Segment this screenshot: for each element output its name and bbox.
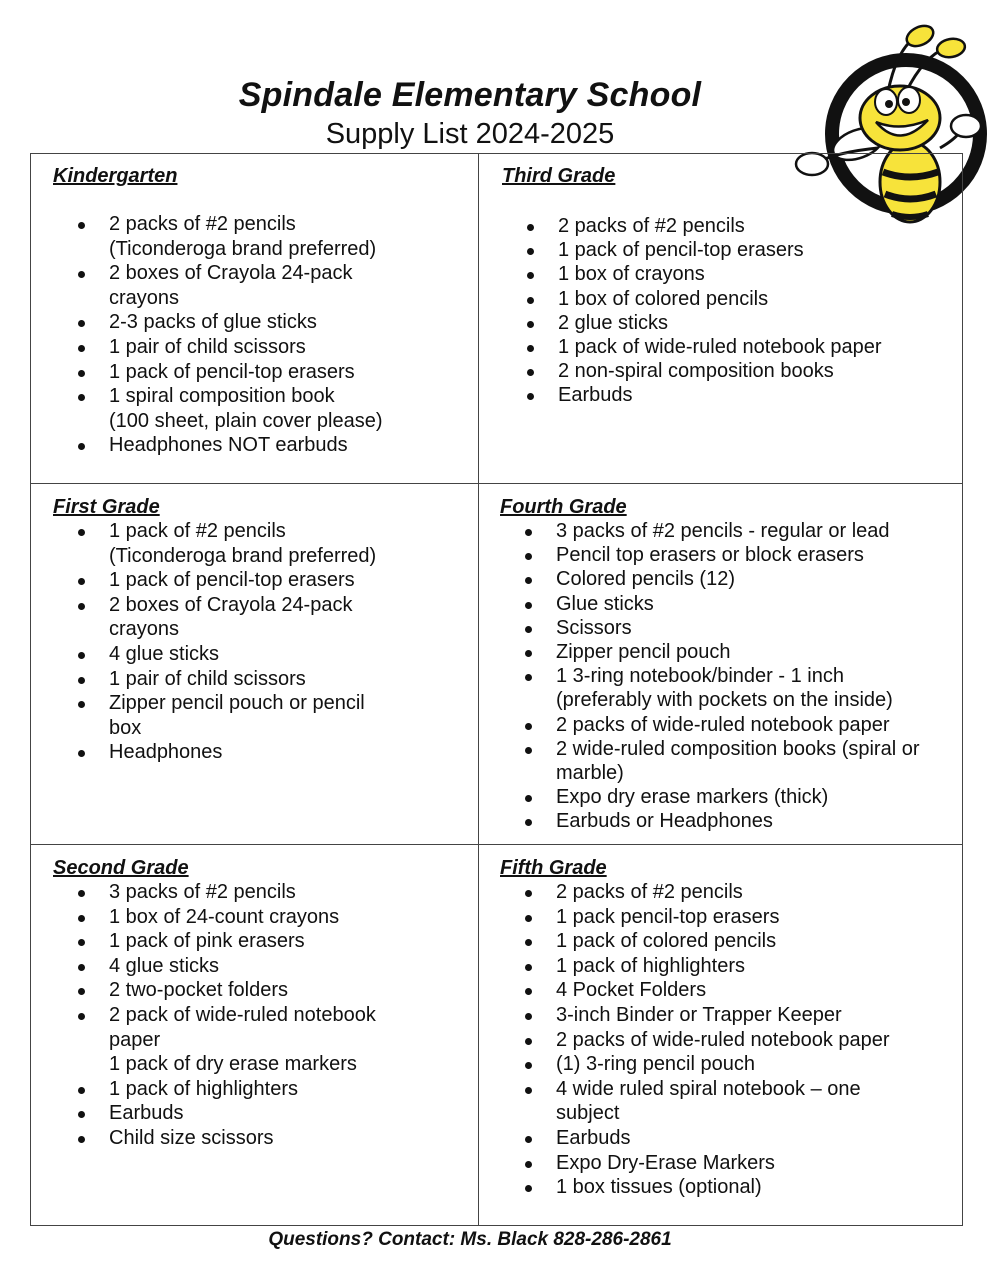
list-item: 3 packs of #2 pencils - regular or lead — [500, 519, 952, 543]
list-item: Zipper pencil pouch or pencil — [53, 691, 473, 716]
list-item: 1 pack pencil-top erasers — [500, 905, 952, 930]
second-grade-heading: Second Grade — [53, 857, 189, 879]
supply-grid — [30, 153, 963, 1226]
list-item: 1 pack of pencil-top erasers — [53, 568, 473, 593]
list-item-continuation: crayons — [109, 286, 180, 309]
list-item: 2 pack of wide-ruled notebook — [53, 1003, 473, 1028]
third-grade-heading: Third Grade — [502, 165, 616, 187]
list-item: Zipper pencil pouch — [500, 640, 952, 664]
list-item: 2 two-pocket folders — [53, 978, 473, 1003]
kindergarten-list — [53, 212, 473, 458]
list-item-continuation: (100 sheet, plain cover please) — [109, 409, 383, 432]
list-item: 2 boxes of Crayola 24-pack — [53, 593, 473, 618]
fifth-grade-heading: Fifth Grade — [500, 857, 607, 879]
list-item: 1 pair of child scissors — [53, 667, 473, 692]
list-item: 1 pack of wide-ruled notebook paper — [502, 335, 942, 359]
list-item: Colored pencils (12) — [500, 567, 952, 591]
list-item: Headphones NOT earbuds — [53, 433, 473, 458]
fourth-grade-list — [500, 519, 952, 834]
list-item: 3-inch Binder or Trapper Keeper — [500, 1003, 952, 1028]
list-item-continuation: (Ticonderoga brand preferred) — [109, 544, 377, 567]
fourth-grade-heading: Fourth Grade — [500, 496, 627, 518]
fifth-grade-section — [500, 856, 952, 1200]
list-item: Child size scissors — [53, 1126, 473, 1151]
kindergarten-heading: Kindergarten — [53, 165, 178, 187]
first-grade-heading: First Grade — [53, 496, 160, 518]
list-item: 2 non-spiral composition books — [502, 359, 942, 383]
list-item: Headphones — [53, 740, 473, 765]
list-item: Expo dry erase markers (thick) — [500, 785, 952, 809]
list-item-continuation: paper — [109, 1028, 161, 1051]
third-grade-list — [502, 214, 942, 408]
list-item: (1) 3-ring pencil pouch — [500, 1052, 952, 1077]
list-item-continuation: 1 pack of dry erase markers — [109, 1053, 357, 1076]
row-divider — [31, 844, 962, 845]
list-item: 1 pack of pencil-top erasers — [53, 360, 473, 385]
list-item: Glue sticks — [500, 592, 952, 616]
list-item: 4 glue sticks — [53, 642, 473, 667]
list-item: Expo Dry-Erase Markers — [500, 1151, 952, 1176]
list-item: Scissors — [500, 616, 952, 640]
row-divider — [31, 483, 962, 484]
list-item: 1 box of 24-count crayons — [53, 905, 473, 930]
list-item: 2 wide-ruled composition books (spiral or — [500, 737, 952, 761]
list-item: 2-3 packs of glue sticks — [53, 310, 473, 335]
list-item: 1 pair of child scissors — [53, 335, 473, 360]
second-grade-section — [53, 856, 473, 1151]
list-item: 1 3-ring notebook/binder - 1 inch — [500, 664, 952, 688]
fifth-grade-list — [500, 880, 952, 1200]
contact-footer: Questions? Contact: Ms. Black 828-286-2861 — [268, 1229, 672, 1250]
list-item: 1 pack of #2 pencils — [53, 519, 473, 544]
kindergarten-section — [53, 164, 473, 458]
list-item: 2 packs of #2 pencils — [502, 214, 942, 238]
list-item: 1 pack of highlighters — [500, 954, 952, 979]
list-item: 3 packs of #2 pencils — [53, 880, 473, 905]
list-item: Pencil top erasers or block erasers — [500, 543, 952, 567]
list-item-continuation: (preferably with pockets on the inside) — [556, 689, 893, 712]
school-title: Spindale Elementary School — [238, 76, 702, 114]
list-item: Earbuds — [500, 1126, 952, 1151]
list-item: 4 glue sticks — [53, 954, 473, 979]
list-item-continuation: marble) — [556, 762, 624, 785]
column-divider — [478, 154, 479, 1225]
list-item-continuation: box — [109, 716, 142, 739]
list-item: 2 packs of #2 pencils — [500, 880, 952, 905]
list-item: 1 box of crayons — [502, 262, 942, 286]
list-item-continuation: (Ticonderoga brand preferred) — [109, 237, 377, 260]
list-item: 2 glue sticks — [502, 311, 942, 335]
list-item: 2 boxes of Crayola 24-pack — [53, 261, 473, 286]
list-item: 4 Pocket Folders — [500, 978, 952, 1003]
list-item: Earbuds — [502, 383, 942, 407]
list-item: 2 packs of #2 pencils — [53, 212, 473, 237]
list-item: 1 pack of pink erasers — [53, 929, 473, 954]
supply-list-subtitle: Supply List 2024-2025 — [325, 118, 615, 150]
list-item: Earbuds — [53, 1101, 473, 1126]
list-item: 1 box of colored pencils — [502, 287, 942, 311]
list-item: 1 pack of colored pencils — [500, 929, 952, 954]
third-grade-section — [502, 164, 942, 408]
second-grade-list — [53, 880, 473, 1151]
list-item-continuation: crayons — [109, 618, 180, 641]
list-item: 2 packs of wide-ruled notebook paper — [500, 713, 952, 737]
list-item: 4 wide ruled spiral notebook – one — [500, 1077, 952, 1102]
list-item: Earbuds or Headphones — [500, 809, 952, 833]
first-grade-list — [53, 519, 473, 765]
list-item-continuation: subject — [556, 1102, 620, 1125]
list-item: 1 box tissues (optional) — [500, 1175, 952, 1200]
list-item: 1 pack of highlighters — [53, 1077, 473, 1102]
list-item: 1 pack of pencil-top erasers — [502, 238, 942, 262]
first-grade-section — [53, 495, 473, 765]
list-item: 1 spiral composition book — [53, 384, 473, 409]
fourth-grade-section — [500, 495, 952, 834]
list-item: 2 packs of wide-ruled notebook paper — [500, 1028, 952, 1053]
